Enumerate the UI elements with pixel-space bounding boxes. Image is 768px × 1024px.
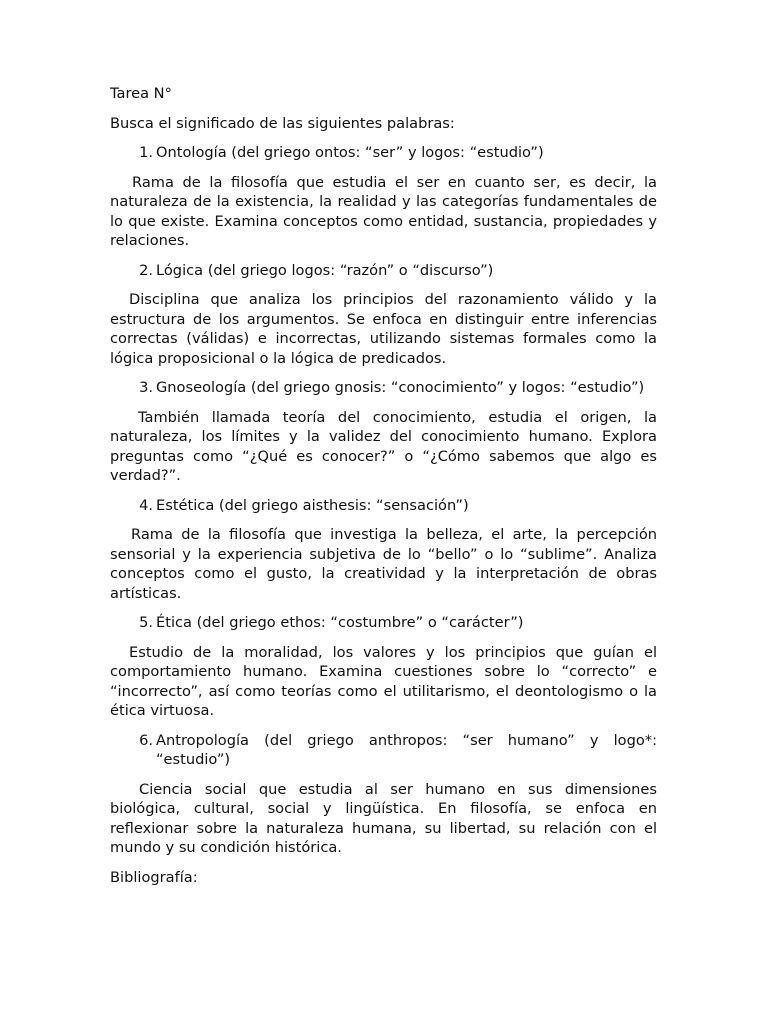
- item-definition: También llamada teoría del conocimiento, estudia el origen, la naturaleza, los límites y la validez del conocimiento humano. Explora preguntas como “¿Qué es conocer?” o “¿Cómo sabemos que algo es verdad?”.: [110, 408, 657, 484]
- list-item: [110, 378, 657, 398]
- item-term: Estética (del griego aisthesis: “sensación”): [156, 496, 469, 514]
- bibliography-label: Bibliografía:: [110, 868, 198, 886]
- item-number: 5.: [139, 614, 153, 631]
- item-definition: Rama de la filosofía que estudia el ser en cuanto ser, es decir, la naturaleza de la existencia, la realidad y las categorías fundamentales de lo que existe. Examina conceptos como entidad, sustancia, propiedades y relaciones.: [110, 173, 657, 249]
- list-item: [110, 143, 657, 163]
- list-item: [110, 731, 657, 770]
- item-term: Lógica (del griego logos: “razón” o “discurso”): [156, 261, 494, 279]
- item-term: Ontología (del griego ontos: “ser” y logos: “estudio”): [156, 144, 544, 161]
- item-term: Ética (del griego ethos: “costumbre” o “carácter”): [156, 614, 524, 631]
- item-definition: Ciencia social que estudia al ser humano en sus dimensiones biológica, cultural, social y lingüística. En filosofía, se enfoca en reflexionar sobre la naturaleza humana, su libertad, su relación con el mundo y su condición histórica.: [110, 780, 657, 856]
- item-term: Antropología (del griego anthropos: “ser humano” y logo*: “estudio”): [156, 731, 657, 768]
- item-definition: Disciplina que analiza los principios del razonamiento válido y la estructura de los argumentos. Se enfoca en distinguir entre inferencias correctas (válidas) e incorrectas, utilizando sistemas formales como la lógica proposicional o la lógica de predicados.: [110, 291, 657, 367]
- item-number: 1.: [139, 144, 153, 161]
- item-definition: Estudio de la moralidad, los valores y los principios que guían el comportamiento humano. Examina cuestiones sobre lo “correcto” e “incorrecto”, así como teorías como el utilitarismo, el deontologismo o la ética virtuosa.: [110, 643, 657, 719]
- list-item: [110, 496, 657, 516]
- document-page: [110, 84, 657, 897]
- document-title: Tarea N°: [110, 85, 172, 102]
- list-item: [110, 613, 657, 633]
- item-number: 4.: [139, 496, 153, 514]
- list-item: [110, 261, 657, 281]
- item-term: Gnoseología (del griego gnosis: “conocimiento” y logos: “estudio”): [156, 379, 645, 396]
- item-number: 6.: [139, 731, 153, 749]
- item-number: 3.: [139, 379, 153, 396]
- item-definition: Rama de la filosofía que investiga la belleza, el arte, la percepción sensorial y la experiencia subjetiva de lo “bello” o lo “sublime”. Analiza conceptos como el gusto, la creatividad y la interpretación de obras artísticas.: [110, 526, 657, 602]
- item-number: 2.: [139, 261, 153, 279]
- instruction-text: Busca el significado de las siguientes palabras:: [110, 114, 455, 132]
